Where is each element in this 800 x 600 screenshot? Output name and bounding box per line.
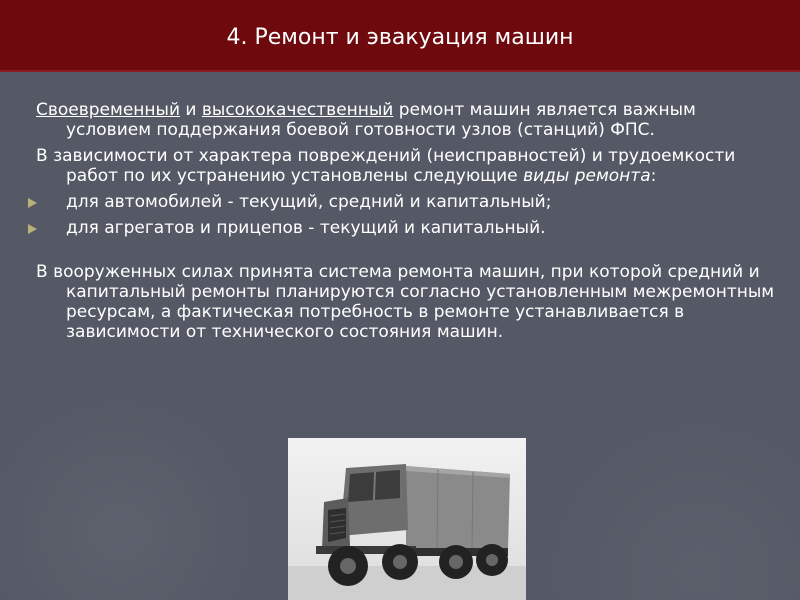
term-timely: Своевременный [36, 100, 181, 120]
title-bar [0, 0, 800, 72]
list-item [22, 192, 782, 212]
paragraph-2-text: В зависимости от характера повреждений (неисправностей) и трудоемкости работ по их устранению установлены следующие [36, 146, 736, 186]
paragraph-1 [36, 100, 782, 140]
bullet-text: для агрегатов и прицепов - текущий и капитальный. [66, 218, 546, 238]
arrow-bullet-icon [28, 198, 37, 208]
military-truck-icon [288, 438, 526, 600]
term-high-quality: высококачественный [201, 100, 394, 120]
list-item [22, 218, 782, 238]
paragraph-2 [36, 146, 782, 186]
paragraph-2-colon: : [650, 166, 657, 186]
paragraph-1-rest: ремонт машин является важным условием поддержания боевой готовности узлов (станций) ФПС. [66, 100, 696, 140]
truck-photo [288, 438, 526, 600]
paragraph-1-and: и [180, 100, 202, 120]
arrow-bullet-icon [28, 224, 37, 234]
slide-content [22, 100, 782, 348]
term-repair-types: виды ремонта [523, 166, 651, 186]
paragraph-3: В вооруженных силах принята система ремонта машин, при которой средний и капитальный ремонты планируются согласно установленным межремонтным ресурсам, а фактическая потребность в ремонте устанавливается в зависимости от технического состояния машин. [36, 262, 775, 342]
slide-title: 4. Ремонт и эвакуация машин [226, 25, 574, 50]
bullet-text: для автомобилей - текущий, средний и капитальный; [66, 192, 552, 212]
